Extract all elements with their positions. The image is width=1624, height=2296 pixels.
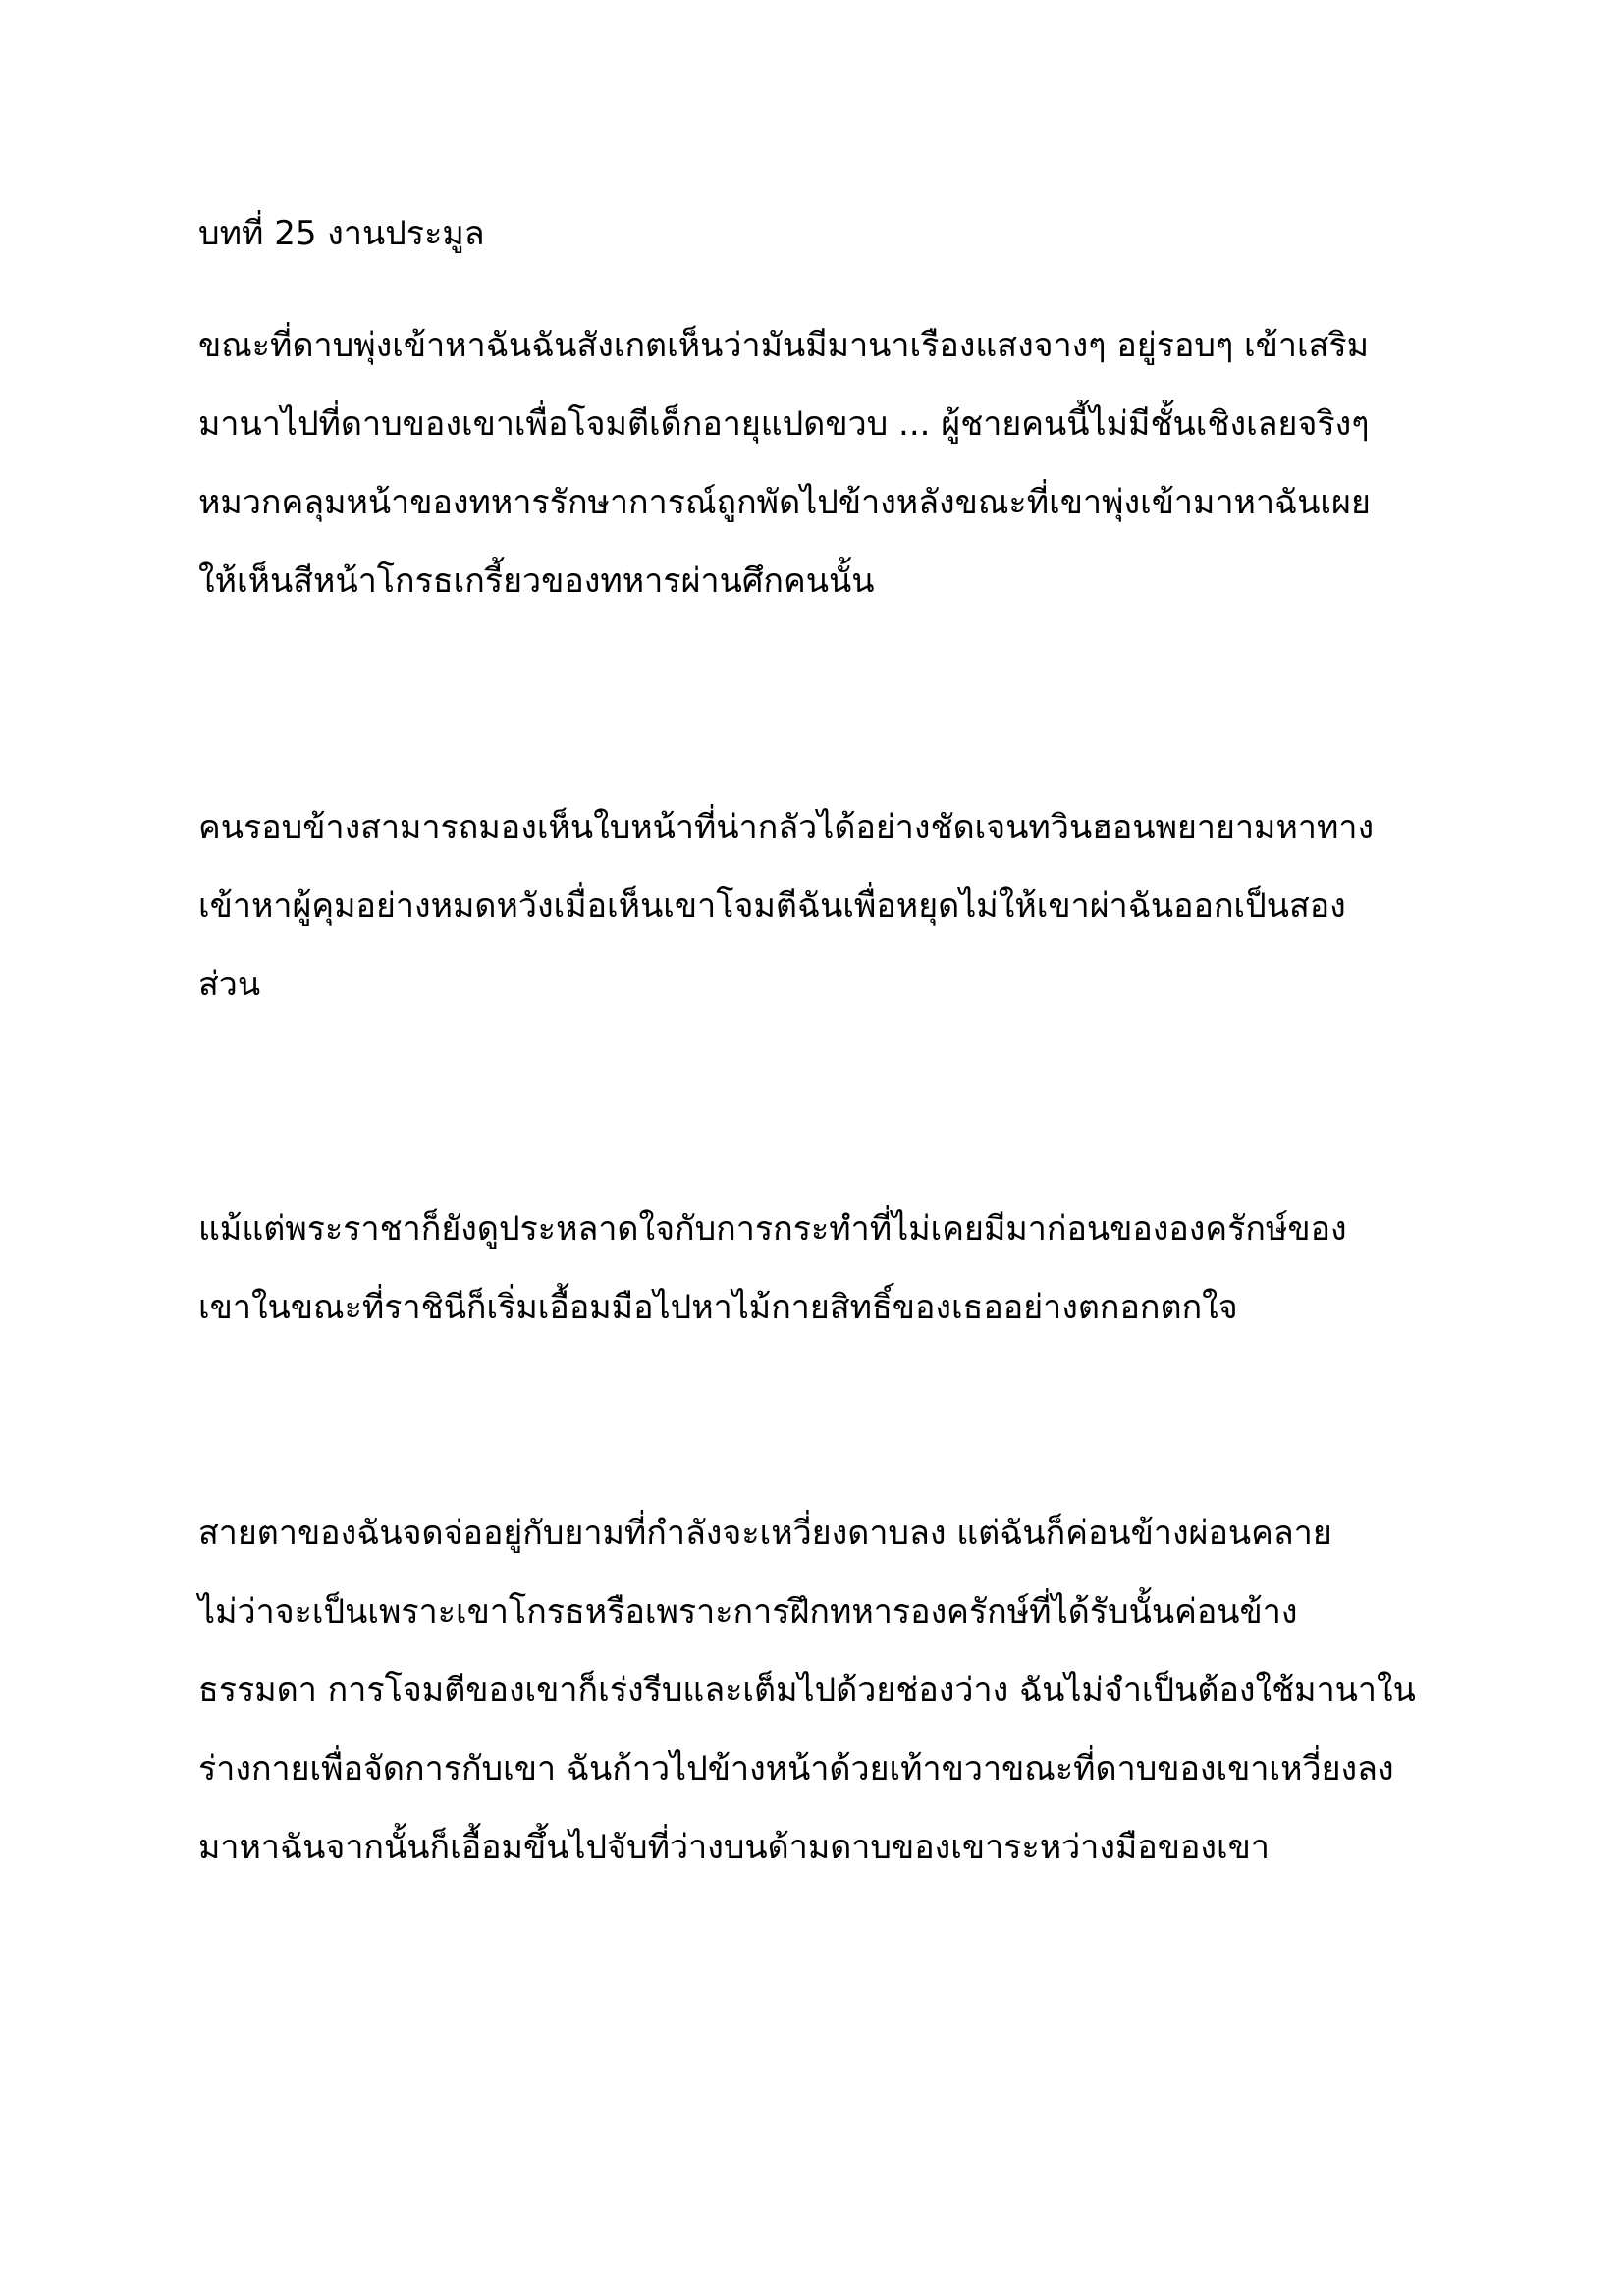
text-line: ส่วน	[198, 965, 261, 1004]
text-line: คนรอบข้างสามารถมองเห็นใบหน้าที่น่ากลัวได้อย่างชัดเจนทวินฮอนพยายามหาทาง	[198, 808, 1375, 847]
text-line: ธรรมดา การโจมตีของเขาก็เร่งรีบและเต็มไปด้วยช่องว่าง ฉันไม่จำเป็นต้องใช้มานาใน	[198, 1671, 1416, 1710]
paragraph-2	[198, 788, 1475, 1024]
chapter-title: บทที่ 25 งานประมูล	[198, 214, 485, 253]
text-line: เข้าหาผู้คุมอย่างหมดหวังเมื่อเห็นเขาโจมตีฉันเพื่อหยุดไม่ให้เขาผ่าฉันออกเป็นสอง	[198, 886, 1346, 926]
text-line: ให้เห็นสีหน้าโกรธเกรี้ยวของทหารผ่านศึกคนนั้น	[198, 561, 875, 601]
text-line: หมวกคลุมหน้าของทหารรักษาการณ์ถูกพัดไปข้างหลังขณะที่เขาพุ่งเข้ามาหาฉันเผย	[198, 483, 1371, 522]
text-line: สายตาของฉันจดจ่ออยู่กับยามที่กำลังจะเหวี่ยงดาบลง แต่ฉันก็ค่อนข้างผ่อนคลาย	[198, 1514, 1332, 1553]
paragraph-1	[198, 306, 1475, 620]
text-line: มาหาฉันจากนั้นก็เอื้อมขึ้นไปจับที่ว่างบนด้ามดาบของเขาระหว่างมือของเขา	[198, 1828, 1270, 1867]
paragraph-3	[198, 1190, 1475, 1347]
text-line: ขณะที่ดาบพุ่งเข้าหาฉันฉันสังเกตเห็นว่ามันมีมานาเรืองแสงจางๆ อยู่รอบๆ เข้าเสริม	[198, 326, 1370, 365]
paragraph-4	[198, 1494, 1475, 1887]
text-line: แม้แต่พระราชาก็ยังดูประหลาดใจกับการกระทำที่ไม่เคยมีมาก่อนขององครักษ์ของ	[198, 1209, 1347, 1249]
text-line: ร่างกายเพื่อจัดการกับเขา ฉันก้าวไปข้างหน้าด้วยเท้าขวาขณะที่ดาบของเขาเหวี่ยงลง	[198, 1749, 1394, 1789]
text-line: ไม่ว่าจะเป็นเพราะเขาโกรธหรือเพราะการฝึกทหารองครักษ์ที่ได้รับนั้นค่อนข้าง	[198, 1592, 1298, 1631]
text-line: มานาไปที่ดาบของเขาเพื่อโจมตีเด็กอายุแปดขวบ ... ผู้ชายคนนี้ไม่มีชั้นเชิงเลยจริงๆ	[198, 404, 1370, 444]
text-line: เขาในขณะที่ราชินีก็เริ่มเอื้อมมือไปหาไม้กายสิทธิ์ของเธออย่างตกอกตกใจ	[198, 1288, 1238, 1327]
